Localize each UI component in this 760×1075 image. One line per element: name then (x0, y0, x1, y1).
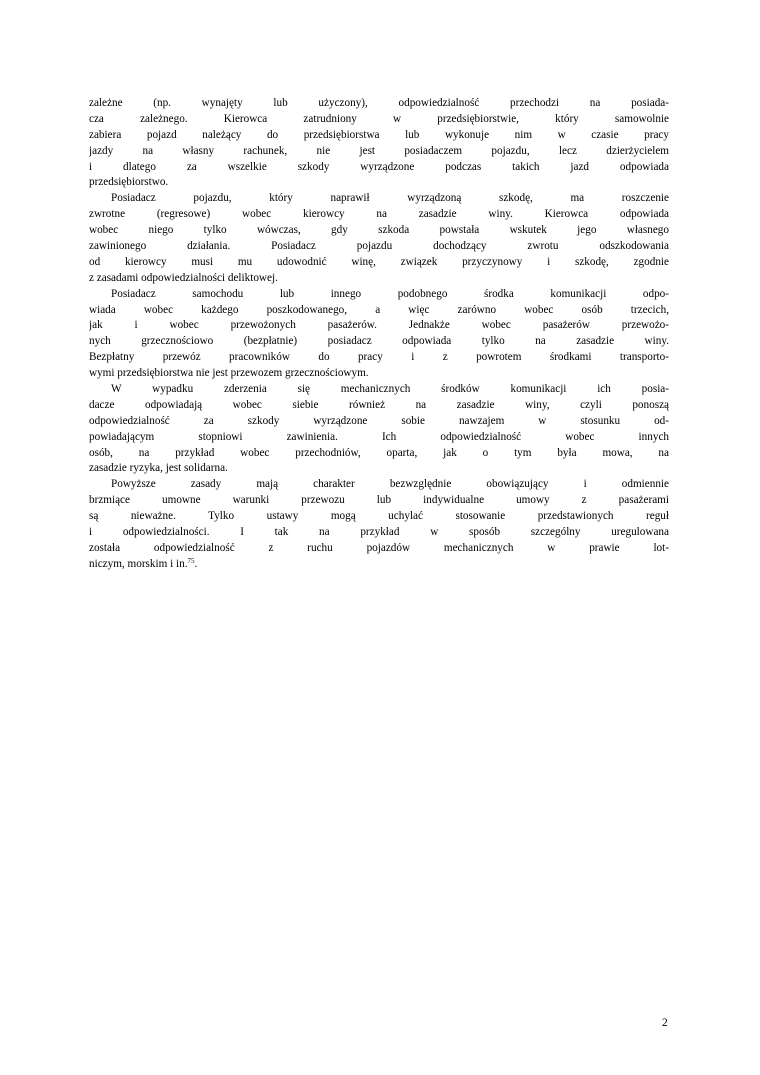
text-line: z zasadami odpowiedzialności deliktowej. (89, 271, 278, 284)
page-number: 2 (662, 1017, 668, 1029)
text-line: od kierowcy musi mu udowodnić winę, związek przyczynowy i szkodę, zgodnie (89, 255, 669, 268)
text-line: jazdy na własny rachunek, nie jest posiadaczem pojazdu, lecz dzierżycielem (89, 144, 669, 157)
text-line-content: niczym, morskim i in. (89, 557, 188, 570)
text-line: zawinionego działania. Posiadacz pojazdu dochodzący zwrotu odszkodowania (89, 240, 669, 253)
text-line: przedsiębiorstwo. (89, 176, 169, 189)
text-line: odpowiedzialność za szkody wyrządzone sobie nawzajem w stosunku od- (89, 414, 669, 427)
text-line: cza zależnego. Kierowca zatrudniony w przedsiębiorstwie, który samowolnie (89, 112, 669, 125)
text-line: brzmiące umowne warunki przewozu lub indywidualne umowy z pasażerami (89, 494, 669, 507)
paragraph-5 (89, 477, 669, 572)
text-line: Bezpłatny przewóz pracowników do pracy i z powrotem środkami transporto- (89, 351, 669, 364)
text-line: Posiadacz samochodu lub innego podobnego środka komunikacji odpo- (111, 287, 669, 300)
text-line: zabiera pojazd należący do przedsiębiorstwa lub wykonuje nim w czasie pracy (89, 128, 669, 141)
text-line: zasadzie ryzyka, jest solidarna. (89, 462, 228, 475)
text-line: zależne (np. wynajęty lub użyczony), odpowiedzialność przechodzi na posiada- (89, 97, 669, 109)
text-line: wobec niego tylko wówczas, gdy szkoda powstała wskutek jego własnego (89, 224, 669, 237)
text-line: została odpowiedzialność z ruchu pojazdów mechanicznych w prawie lot- (89, 541, 669, 554)
body-text (89, 96, 669, 573)
text-line: i odpowiedzialności. I tak na przykład w sposób szczególny uregulowana (89, 526, 669, 539)
text-line: Posiadacz pojazdu, który naprawił wyrządzoną szkodę, ma roszczenie (111, 192, 669, 205)
paragraph-3 (89, 287, 669, 382)
text-line (89, 557, 669, 573)
text-line: nych grzecznościowo (bezpłatnie) posiadacz odpowiada tylko na zasadzie winy. (89, 335, 669, 348)
text-line: zwrotne (regresowe) wobec kierowcy na zasadzie winy. Kierowca odpowiada (89, 208, 669, 221)
text-line: dacze odpowiadają wobec siebie również na zasadzie winy, czyli ponoszą (89, 398, 669, 411)
paragraph-1 (89, 96, 669, 191)
paragraph-4 (89, 382, 669, 477)
text-line: powiadającym stopniowi zawinienia. Ich odpowiedzialność wobec innych (89, 430, 669, 443)
text-line: jak i wobec przewożonych pasażerów. Jednakże wobec pasażerów przewożo- (89, 319, 669, 332)
text-line: wiada wobec każdego poszkodowanego, a więc zarówno wobec osób trzecich, (89, 303, 669, 316)
sentence-period: . (194, 557, 198, 570)
footnote-reference: 75 (187, 556, 195, 565)
text-line: wymi przedsiębiorstwa nie jest przewozem grzecznościowym. (89, 367, 369, 380)
text-line: są nieważne. Tylko ustawy mogą uchylać stosowanie przedstawionych reguł (89, 510, 669, 523)
text-line: W wypadku zderzenia się mechanicznych środków komunikacji ich posia- (111, 383, 669, 396)
text-line: Powyższe zasady mają charakter bezwzględnie obowiązujący i odmiennie (111, 478, 669, 491)
paragraph-2 (89, 191, 669, 286)
text-line: i dlatego za wszelkie szkody wyrządzone podczas takich jazd odpowiada (89, 160, 669, 173)
text-line: osób, na przykład wobec przechodniów, oparta, jak o tym była mowa, na (89, 446, 669, 459)
